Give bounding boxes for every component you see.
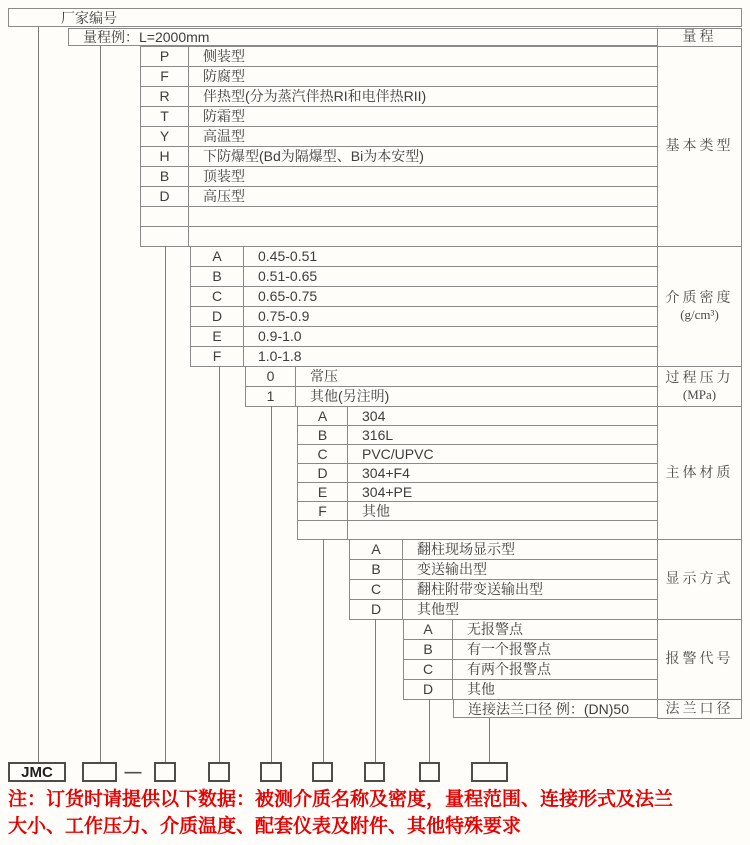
table-row [404, 660, 657, 680]
table-row [141, 207, 657, 227]
code-cell: B [141, 167, 189, 186]
desc-cell: 变送输出型 [417, 561, 487, 577]
code-cell: B [298, 426, 348, 444]
model-code-box [208, 762, 230, 782]
desc-cell: 伴热型(分为蒸汽伴热RI和电伴热RII) [203, 88, 427, 104]
connector-line [219, 366, 220, 762]
code-cell: P [141, 47, 189, 66]
table-row [298, 502, 657, 521]
desc-cell: 防腐型 [203, 68, 245, 84]
table-row [141, 87, 657, 107]
table-row [404, 620, 657, 640]
side-label-pressure: 过程压力 (MPa) [658, 367, 741, 407]
desc-cell: 翻柱现场显示型 [417, 541, 515, 557]
desc-cell: 其他型 [417, 601, 459, 617]
desc-cell [189, 227, 657, 246]
desc-cell: 304+F4 [362, 465, 410, 481]
desc-cell: 顶装型 [203, 168, 245, 184]
table-row [141, 227, 657, 247]
connector-line [429, 699, 430, 762]
model-code-box [419, 762, 440, 782]
section-alarm [403, 619, 657, 700]
code-cell: Y [141, 127, 189, 146]
desc-cell: 下防爆型(Bd为隔爆型、Bi为本安型) [203, 148, 424, 164]
code-cell: B [404, 640, 453, 659]
table-row [350, 560, 657, 580]
desc-cell: 常压 [310, 368, 338, 384]
desc-cell: 316L [362, 427, 394, 443]
model-code-box [82, 762, 117, 782]
code-cell: F [191, 347, 244, 366]
table-row [141, 127, 657, 147]
desc-cell [189, 207, 657, 226]
table-row [191, 347, 657, 367]
table-row [141, 187, 657, 207]
desc-cell: 0.45-0.51 [258, 248, 318, 264]
code-cell: A [404, 620, 453, 639]
code-cell: C [404, 660, 453, 679]
desc-cell: 防霜型 [203, 108, 245, 124]
connector-line [271, 406, 272, 762]
desc-cell: 高压型 [203, 188, 245, 204]
table-row [141, 67, 657, 87]
manufacturer-row [8, 8, 742, 27]
code-cell: C [191, 287, 244, 306]
desc-cell: 其他 [467, 681, 495, 697]
model-code-box [471, 762, 508, 782]
side-label-material: 主体材质 [658, 407, 741, 540]
table-row [191, 287, 657, 307]
code-cell: B [350, 560, 403, 579]
connector-line [375, 619, 376, 762]
table-row [298, 464, 657, 483]
model-prefix-box: JMC [8, 762, 66, 782]
table-row [246, 367, 657, 387]
code-cell: B [191, 267, 244, 286]
section-basic-type [140, 46, 657, 247]
connector-line [489, 718, 490, 762]
table-row [141, 167, 657, 187]
table-row [246, 387, 657, 407]
desc-cell: 0.51-0.65 [258, 268, 318, 284]
code-cell: E [191, 327, 244, 346]
connector-line [165, 246, 166, 762]
code-cell: R [141, 87, 189, 106]
code-cell [141, 227, 189, 246]
section-pressure [245, 366, 657, 407]
side-label-basic-type: 基本类型 [658, 47, 741, 247]
desc-cell: 其他 [362, 503, 390, 519]
code-cell: D [350, 600, 403, 619]
side-label-flange: 法兰口径 [658, 700, 741, 719]
side-label-alarm: 报警代号 [658, 620, 741, 700]
flange-row [453, 699, 657, 718]
table-row [350, 540, 657, 560]
desc-cell: 高温型 [203, 128, 245, 144]
connector-line [323, 539, 324, 762]
model-code-box [260, 762, 282, 782]
desc-cell: 无报警点 [467, 621, 523, 637]
desc-cell: 有两个报警点 [467, 661, 551, 677]
desc-cell: 有一个报警点 [467, 641, 551, 657]
table-row [404, 640, 657, 660]
code-cell: C [350, 580, 403, 599]
table-row [298, 426, 657, 445]
table-row [298, 521, 657, 540]
note-line-2: 大小、工作压力、介质温度、配套仪表及附件、其他特殊要求 [8, 816, 522, 837]
side-label-density: 介质密度 (g/cm³) [658, 247, 741, 367]
code-cell: D [404, 680, 453, 699]
manufacturer-label: 厂家编号 [61, 9, 117, 26]
table-row [141, 107, 657, 127]
desc-cell: 0.65-0.75 [258, 288, 318, 304]
table-row [191, 247, 657, 267]
table-row [298, 407, 657, 426]
table-row [191, 327, 657, 347]
desc-cell [348, 521, 657, 539]
code-cell: 1 [246, 387, 296, 406]
note-line-1: 注：订货时请提供以下数据：被测介质名称及密度，量程范围、连接形式及法兰 [8, 789, 674, 810]
side-label-column [657, 28, 742, 719]
code-cell: A [298, 407, 348, 425]
code-cell: T [141, 107, 189, 126]
side-label-range: 量程 [658, 29, 741, 47]
range-row [68, 28, 657, 46]
code-cell: F [141, 67, 189, 86]
desc-cell: PVC/UPVC [362, 446, 434, 462]
range-example-label: 量程例：L=2000mm [83, 29, 210, 45]
side-label-display: 显示方式 [658, 540, 741, 620]
model-code-box [364, 762, 385, 782]
desc-cell: 0.75-0.9 [258, 308, 310, 324]
desc-cell: 侧装型 [203, 48, 245, 64]
connector-line [38, 27, 39, 762]
code-cell: 0 [246, 367, 296, 386]
code-cell: H [141, 147, 189, 166]
code-cell [141, 207, 189, 226]
desc-cell: 304+PE [362, 484, 413, 500]
model-code-box [312, 762, 333, 782]
dash-separator: — [124, 762, 142, 781]
section-display [349, 539, 657, 620]
desc-cell: 0.9-1.0 [258, 328, 302, 344]
code-cell: D [141, 187, 189, 206]
table-row [350, 600, 657, 620]
table-row [298, 445, 657, 464]
code-cell: C [298, 445, 348, 463]
section-density [190, 246, 657, 367]
code-cell [298, 521, 348, 539]
table-row [141, 47, 657, 67]
code-cell: A [350, 540, 403, 559]
desc-cell: 其他(另注明) [310, 388, 390, 404]
desc-cell: 1.0-1.8 [258, 348, 302, 364]
table-row [141, 147, 657, 167]
flange-row-label: 连接法兰口径 例：(DN)50 [468, 700, 630, 717]
desc-cell: 翻柱附带变送输出型 [417, 581, 543, 597]
code-cell: F [298, 502, 348, 520]
model-code-box [154, 762, 176, 782]
order-note [8, 786, 748, 840]
code-cell: D [191, 307, 244, 326]
table-row [350, 580, 657, 600]
code-cell: D [298, 464, 348, 482]
code-cell: E [298, 483, 348, 501]
code-cell: A [191, 247, 244, 266]
connector-line [100, 46, 101, 762]
desc-cell: 304 [362, 408, 386, 424]
table-row [298, 483, 657, 502]
section-material [297, 406, 657, 540]
table-row [191, 307, 657, 327]
table-row [404, 680, 657, 700]
table-row [191, 267, 657, 287]
